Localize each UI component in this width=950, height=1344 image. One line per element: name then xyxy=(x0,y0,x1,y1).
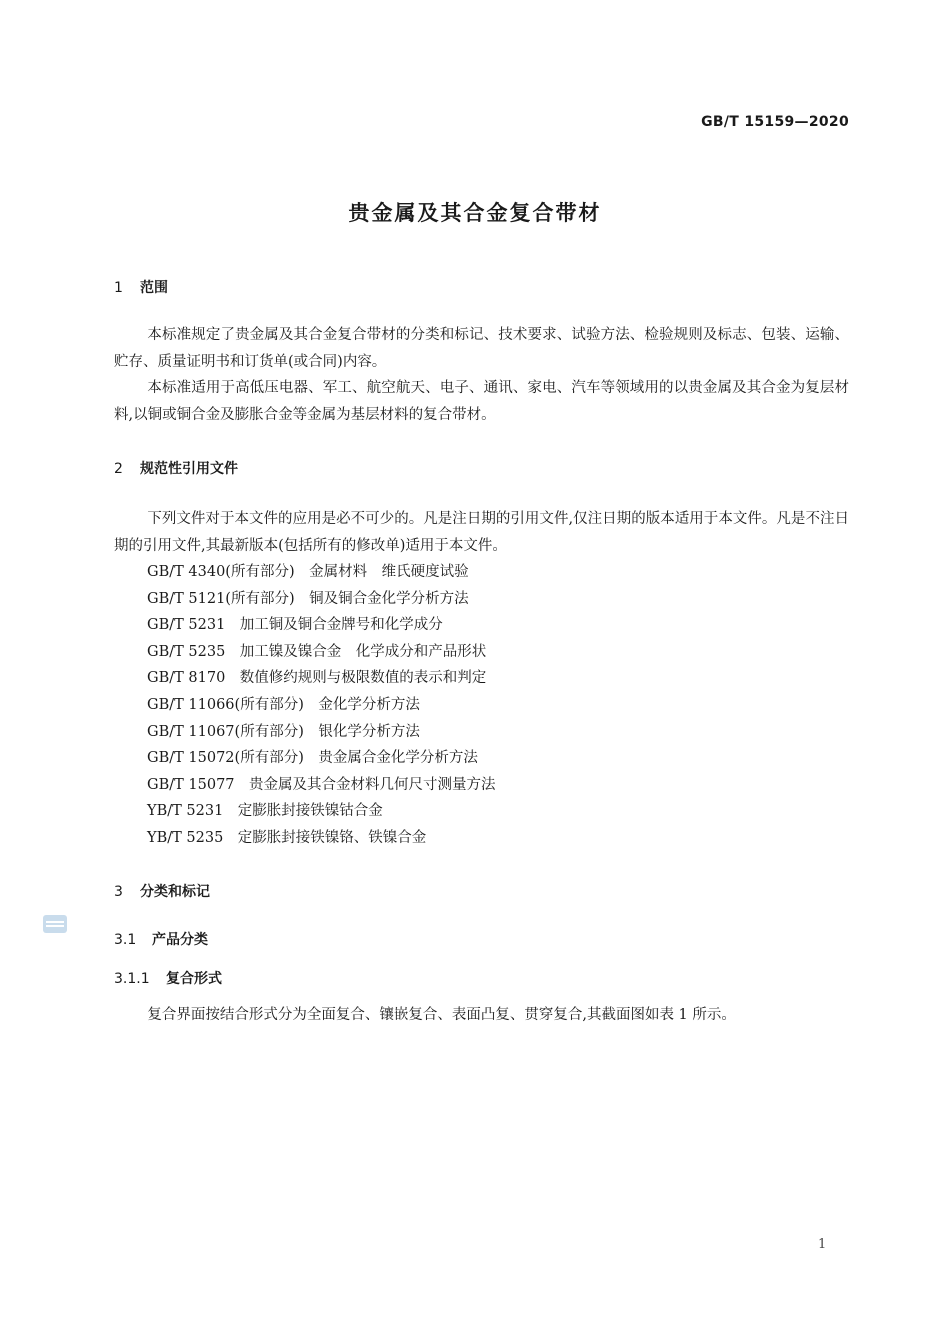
section-2-intro-paragraph: 下列文件对于本文件的应用是必不可少的。凡是注日期的引用文件,仅注日期的版本适用于本文件。凡是不注日期的引用文件,其最新版本(包括所有的修改单)适用于本文件。 xyxy=(114,511,849,554)
section-1-heading xyxy=(114,277,168,297)
section-3-1-heading xyxy=(114,929,208,949)
section-3-1-1-title: 复合形式 xyxy=(166,971,222,987)
reference-list xyxy=(147,559,496,852)
document-title: 贵金属及其合金复合带材 xyxy=(348,201,602,225)
section-2-number: 2 xyxy=(114,461,123,477)
section-2-heading xyxy=(114,458,238,478)
section-1-title: 范围 xyxy=(140,280,168,296)
reference-item: YB/T 5235 定膨胀封接铁镍铬、铁镍合金 xyxy=(147,829,427,846)
section-2-title: 规范性引用文件 xyxy=(140,461,238,477)
reference-item: GB/T 4340(所有部分) 金属材料 维氏硬度试验 xyxy=(147,564,469,580)
section-3-1-1-number: 3.1.1 xyxy=(114,971,150,987)
reference-item: GB/T 11066(所有部分) 金化学分析方法 xyxy=(147,696,420,713)
page-number: 1 xyxy=(818,1237,827,1252)
section-3-title: 分类和标记 xyxy=(140,884,210,900)
reference-item: GB/T 15077 贵金属及其合金材料几何尺寸测量方法 xyxy=(147,776,496,793)
standard-code: GB/T 15159—2020 xyxy=(701,114,849,130)
section-3-1-number: 3.1 xyxy=(114,932,137,948)
section-3-heading xyxy=(114,881,210,901)
reference-item: GB/T 11067(所有部分) 银化学分析方法 xyxy=(147,723,420,740)
sac-logo-icon xyxy=(42,911,68,937)
section-3-number: 3 xyxy=(114,884,123,900)
section-3-1-title: 产品分类 xyxy=(152,932,208,948)
reference-item: GB/T 5121(所有部分) 铜及铜合金化学分析方法 xyxy=(147,590,469,607)
section-1-number: 1 xyxy=(114,280,123,296)
section-3-1-1-body xyxy=(114,1002,849,1029)
section-3-1-1-heading xyxy=(114,968,222,988)
section-1-paragraph-1: 本标准规定了贵金属及其合金复合带材的分类和标记、技术要求、试验方法、检验规则及标志、包装、运输、贮存、质量证明书和订货单(或合同)内容。 xyxy=(114,327,849,370)
reference-item: GB/T 15072(所有部分) 贵金属合金化学分析方法 xyxy=(147,750,478,767)
section-3-1-1-paragraph: 复合界面按结合形式分为全面复合、镶嵌复合、表面凸复、贯穿复合,其截面图如表 1 所示。 xyxy=(147,1007,736,1023)
reference-item: GB/T 8170 数值修约规则与极限数值的表示和判定 xyxy=(147,670,487,687)
section-1-body xyxy=(114,322,849,428)
section-1-paragraph-2: 本标准适用于高低压电器、军工、航空航天、电子、通讯、家电、汽车等领域用的以贵金属及其合金为复层材料,以铜或铜合金及膨胀合金等金属为基层材料的复合带材。 xyxy=(114,380,849,423)
reference-item: GB/T 5235 加工镍及镍合金 化学成分和产品形状 xyxy=(147,643,487,660)
reference-item: YB/T 5231 定膨胀封接铁镍钴合金 xyxy=(147,803,383,820)
section-2-intro xyxy=(114,506,849,559)
reference-item: GB/T 5231 加工铜及铜合金牌号和化学成分 xyxy=(147,617,443,634)
